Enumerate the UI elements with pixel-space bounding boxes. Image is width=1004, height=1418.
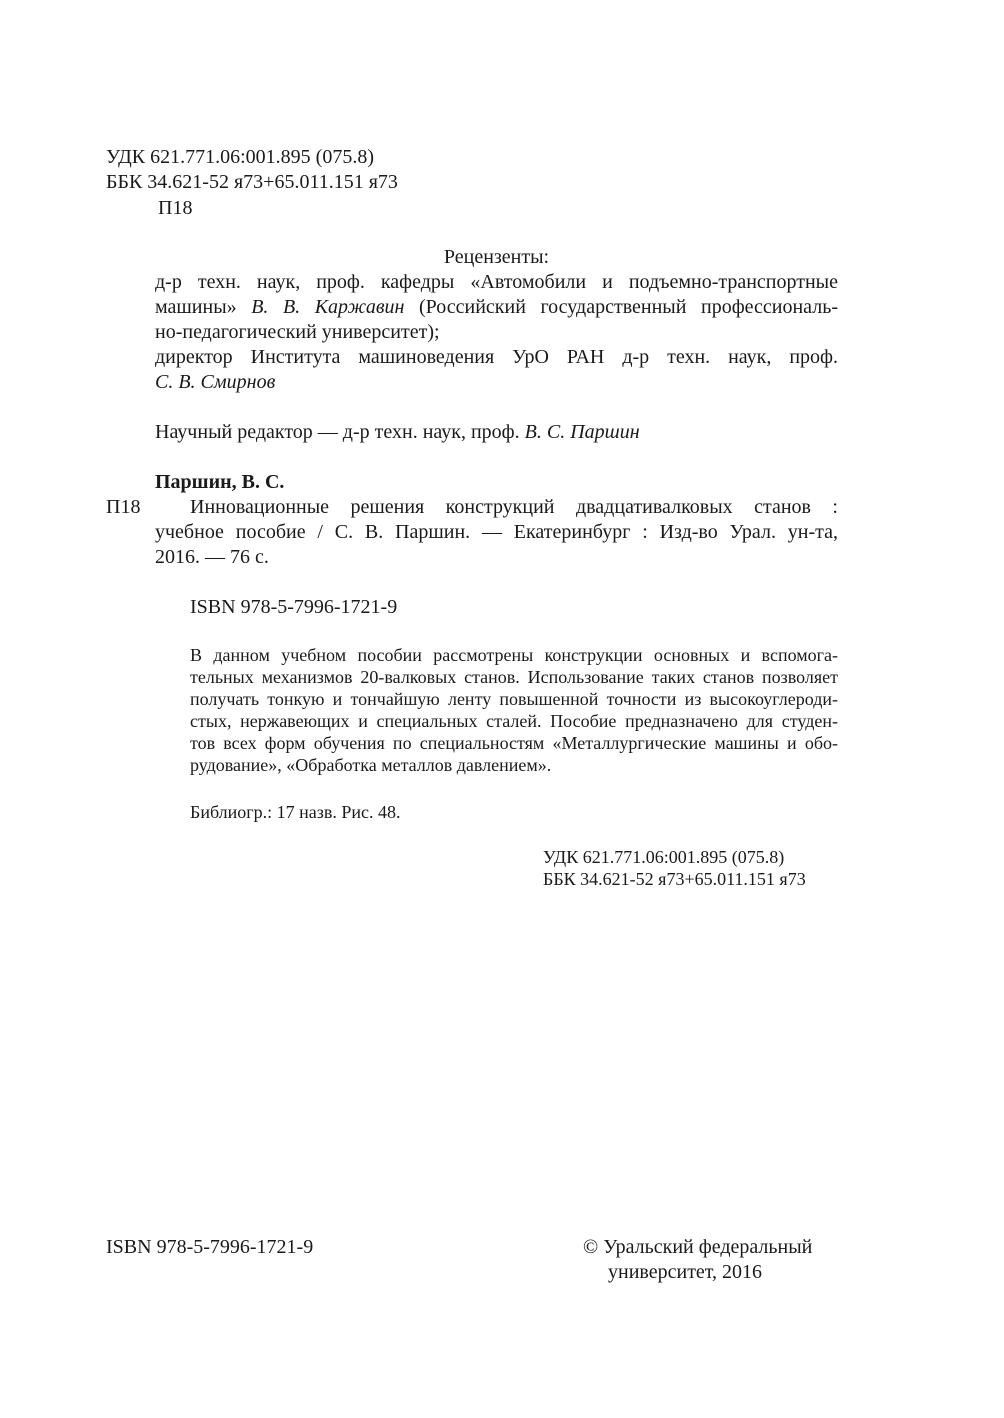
scientific-editor [155, 420, 640, 444]
entry-isbn: ISBN 978-5-7996-1721-9 [190, 596, 398, 618]
copyright-line-2: университет, 2016 [608, 1261, 763, 1283]
editor-prefix: Научный редактор — д-р техн. наук, проф. [155, 421, 520, 443]
copyright-line-1: © Уральский федеральный [583, 1236, 813, 1258]
reviewer-1-line-3: но-педагогический университет); [155, 321, 440, 343]
reviewer-1-line-2-start: машины» [155, 296, 237, 318]
bbk-code-bottom: ББК 34.621-52 я73+65.011.151 я73 [543, 869, 806, 889]
annotation-line-1: В данном учебном пособии рассмотрены конструкции основных и вспомога- [190, 645, 838, 665]
entry-author-mark: П18 [106, 496, 141, 518]
annotation-line-4: стых, нержавеющих и специальных сталей. Пособие предназначено для студен- [190, 711, 838, 731]
author-mark-top: П18 [158, 197, 193, 219]
reviewers-heading: Рецензенты: [443, 246, 550, 268]
udk-code-top: УДК 621.771.06:001.895 (075.8) [106, 146, 374, 168]
entry-author: Паршин, В. С. [155, 471, 285, 493]
reviewer-2-line-1: директор Института машиноведения УрО РАН д-р техн. наук, проф. [155, 346, 838, 368]
reviewer-1-line-1: д-р техн. наук, проф. кафедры «Автомобили и подъемно-транспортные [155, 271, 838, 293]
bbk-code-top: ББК 34.621-52 я73+65.011.151 я73 [106, 171, 398, 193]
entry-title-line-2: учебное пособие / С. В. Паршин. — Екатеринбург : Изд-во Урал. ун-та, [155, 521, 838, 543]
annotation-line-2: тельных механизмов 20-валковых станов. Использование таких станов позволяет [190, 667, 838, 687]
udk-code-bottom: УДК 621.771.06:001.895 (075.8) [543, 847, 785, 867]
editor-name: В. С. Паршин [524, 421, 640, 443]
entry-title-line-3: 2016. — 76 с. [155, 546, 269, 568]
footer-isbn: ISBN 978-5-7996-1721-9 [106, 1236, 314, 1258]
reviewer-2-name: С. В. Смирнов [155, 371, 276, 393]
entry-title-line-1: Инновационные решения конструкций двадцативалковых станов : [190, 496, 838, 518]
reviewer-1-name: В. В. Каржавин [251, 296, 405, 318]
annotation-line-6: рудование», «Обработка металлов давлением». [190, 755, 552, 775]
bibliography-note: Библиогр.: 17 назв. Рис. 48. [190, 802, 401, 822]
reviewer-1-line-2 [155, 295, 838, 319]
annotation-line-5: тов всех форм обучения по специальностям «Металлургические машины и обо- [190, 733, 838, 753]
annotation-line-3: получать тонкую и тончайшую ленту повышенной точности из высокоуглероди- [190, 689, 838, 709]
reviewer-1-line-2-end: (Российский государственный профессиональ- [418, 296, 838, 318]
